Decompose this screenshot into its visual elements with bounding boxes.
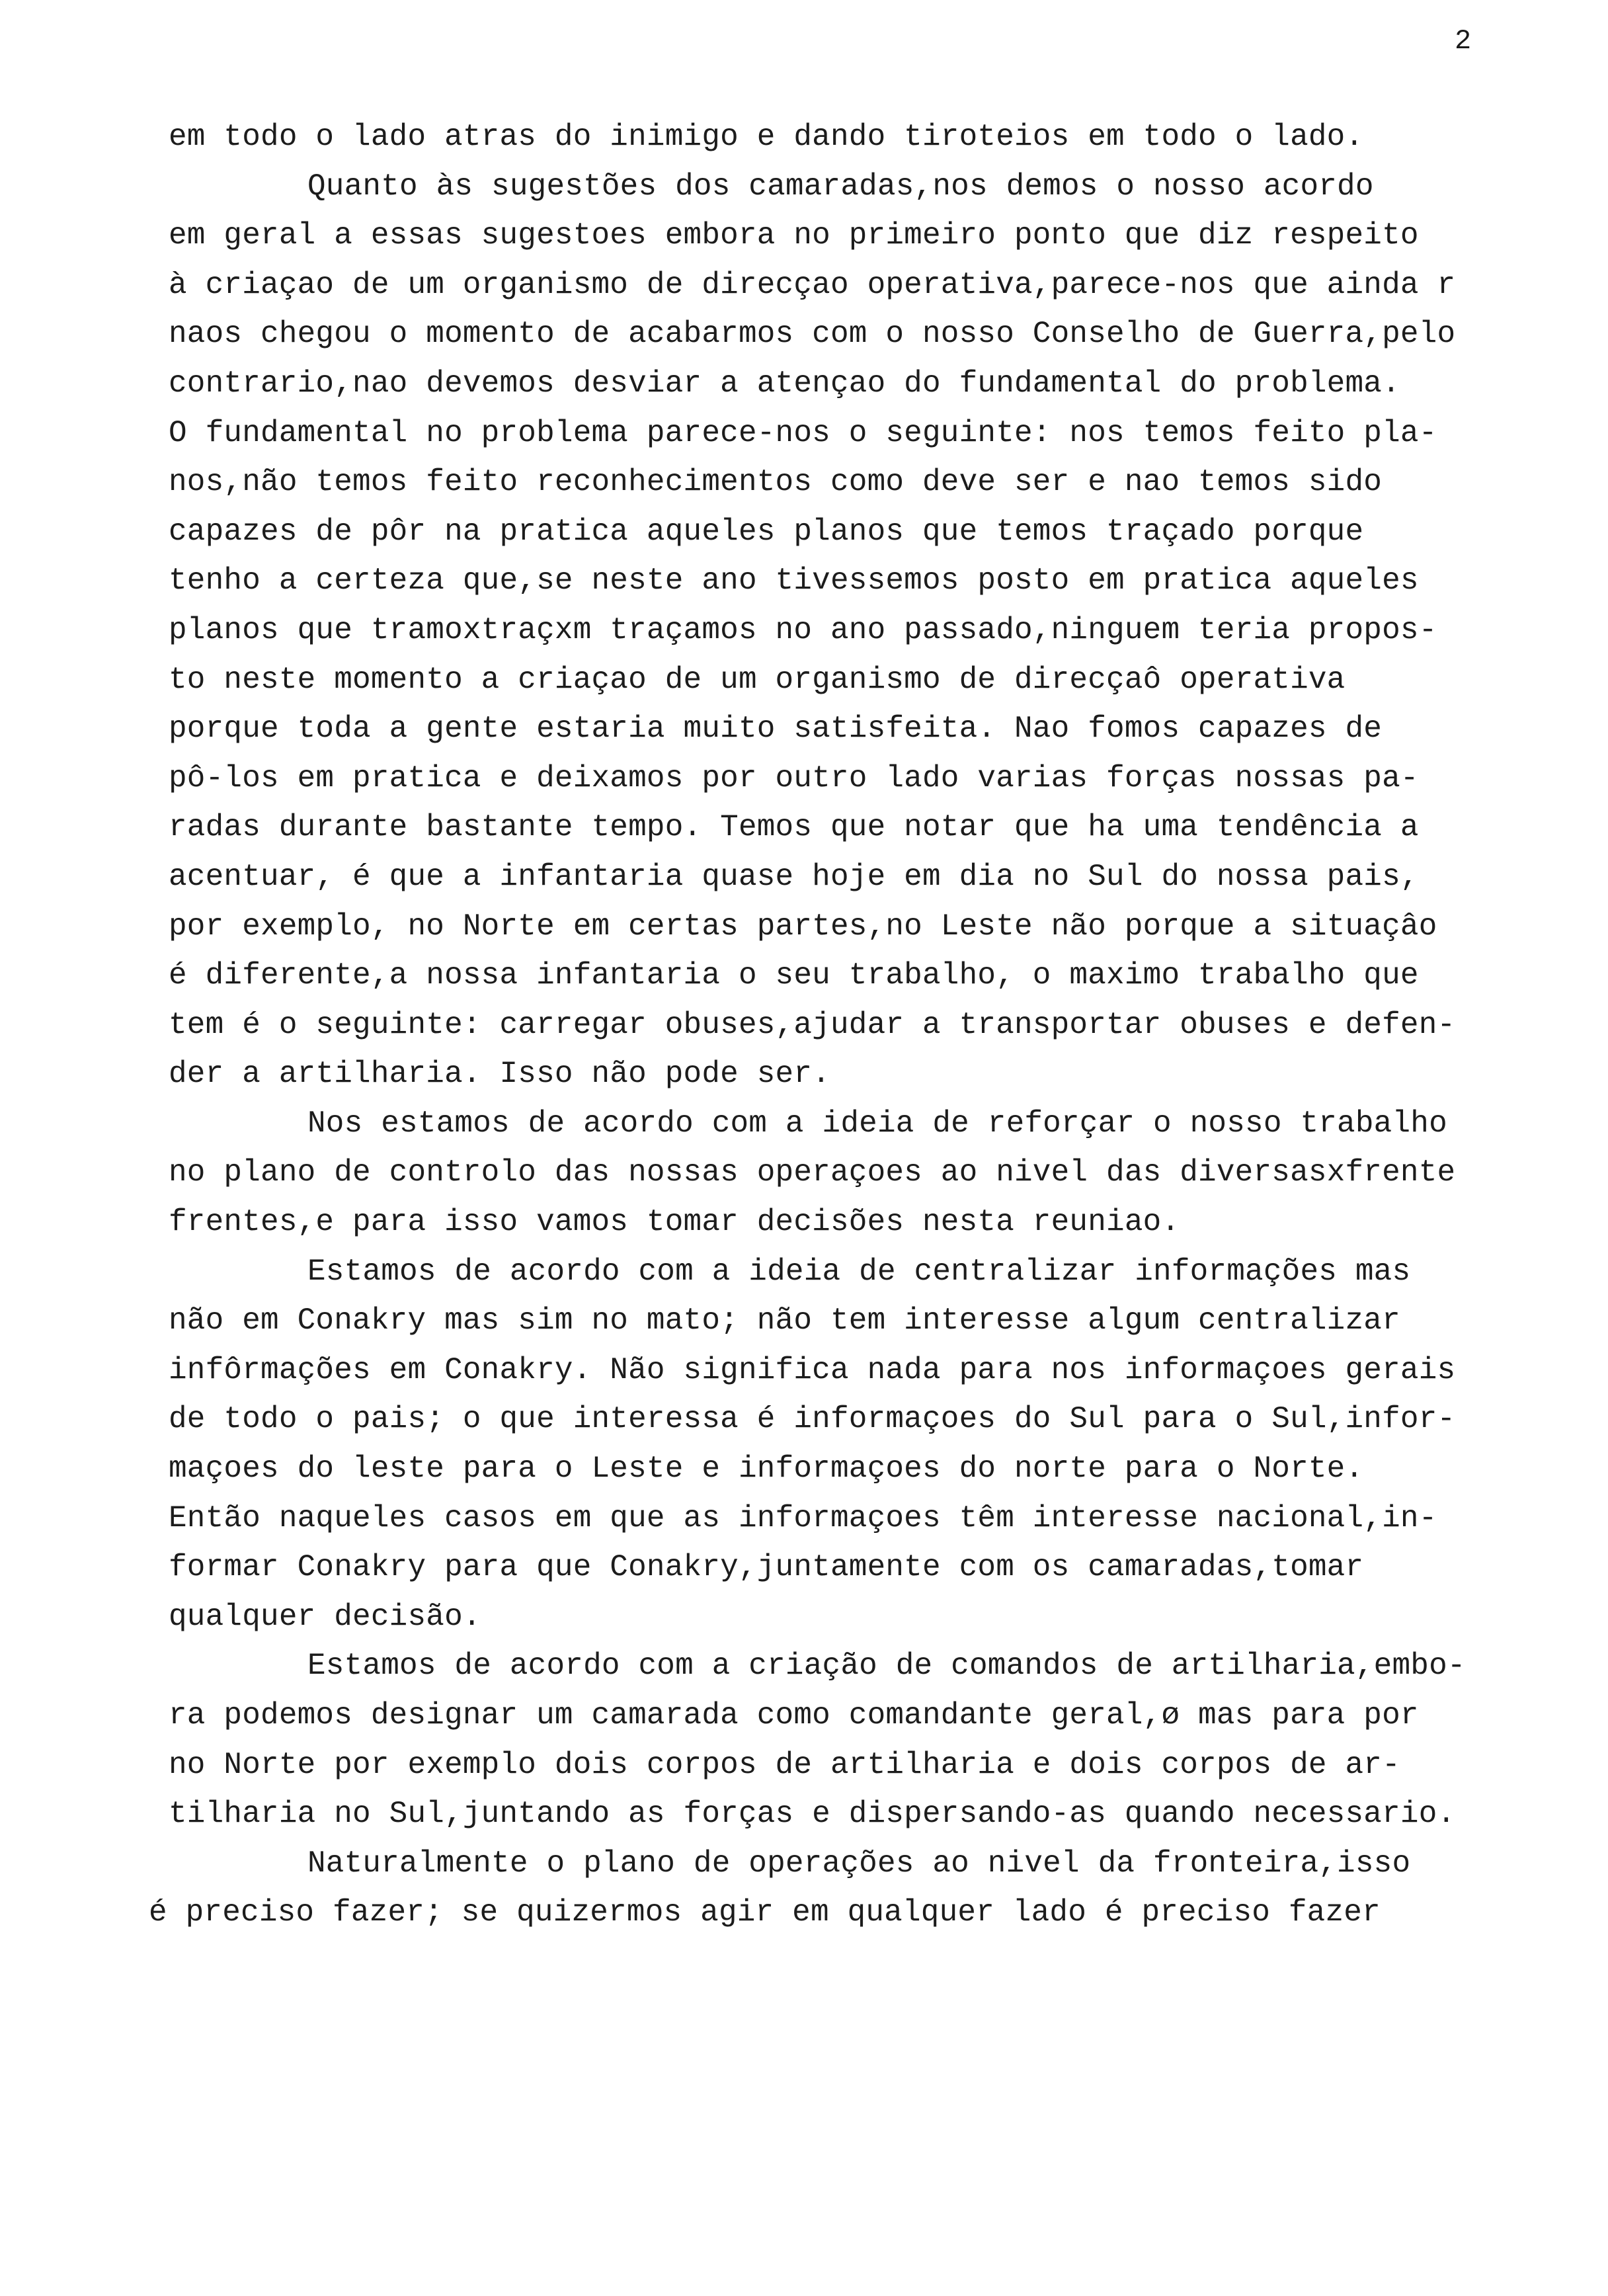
- body-text: [149, 112, 1590, 1938]
- paragraph-start-line: Quanto às sugestões dos camaradas,nos demos o nosso acordo: [307, 169, 1374, 204]
- text-line: contrario,nao devemos desviar a atençao do fundamental do problema.: [169, 366, 1400, 401]
- text-line: O fundamental no problema parece-nos o seguinte: nos temos feito pla-: [169, 415, 1437, 450]
- text-line: tilharia no Sul,juntando as forças e dispersando-as quando necessario.: [169, 1797, 1456, 1832]
- text-line: por exemplo, no Norte em certas partes,no Leste não porque a situaçâo: [169, 909, 1437, 944]
- paragraph-start-line: Estamos de acordo com a criação de comandos de artilharia,embo-: [307, 1649, 1466, 1684]
- text-line: em todo o lado atras do inimigo e dando tiroteios em todo o lado.: [169, 120, 1364, 154]
- text-line: acentuar, é que a infantaria quase hoje em dia no Sul do nossa pais,: [169, 859, 1419, 894]
- text-line: frentes,e para isso vamos tomar decisões nesta reuniao.: [169, 1205, 1180, 1240]
- text-line: der a artilharia. Isso não pode ser.: [169, 1057, 830, 1092]
- paragraph-start-line: Nos estamos de acordo com a ideia de reforçar o nosso trabalho: [307, 1106, 1447, 1141]
- paragraph-start-line: Estamos de acordo com a ideia de centralizar informações mas: [307, 1254, 1411, 1289]
- text-line: em geral a essas sugestoes embora no primeiro ponto que diz respeito: [169, 218, 1419, 253]
- text-line: no Norte por exemplo dois corpos de artilharia e dois corpos de ar-: [169, 1747, 1400, 1782]
- text-line: não em Conakry mas sim no mato; não tem interesse algum centralizar: [169, 1303, 1400, 1338]
- text-line: nos,não temos feito reconhecimentos como deve ser e nao temos sido: [169, 465, 1383, 500]
- text-line: ra podemos designar um camarada como comandante geral,ø mas para por: [169, 1698, 1419, 1733]
- text-line: formar Conakry para que Conakry,juntamente com os camaradas,tomar: [169, 1550, 1364, 1585]
- text-line: porque toda a gente estaria muito satisfeita. Nao fomos capazes de: [169, 712, 1383, 747]
- text-line: tenho a certeza que,se neste ano tivessemos posto em pratica aqueles: [169, 563, 1419, 598]
- page-number: 2: [1455, 25, 1472, 57]
- text-line: tem é o seguinte: carregar obuses,ajudar a transportar obuses e defen-: [169, 1007, 1456, 1042]
- text-line: é diferente,a nossa infantaria o seu trabalho, o maximo trabalho que: [169, 958, 1419, 993]
- text-line: naos chegou o momento de acabarmos com o nosso Conselho de Guerra,pelo: [169, 317, 1456, 352]
- text-line: pô-los em pratica e deixamos por outro lado varias forças nossas pa-: [169, 760, 1419, 796]
- text-line: qualquer decisão.: [169, 1599, 481, 1634]
- text-line: é preciso fazer; se quizermos agir em qualquer lado é preciso fazer: [149, 1895, 1381, 1930]
- text-line: capazes de pôr na pratica aqueles planos que temos traçado porque: [169, 514, 1364, 549]
- paragraph-start-line: Naturalmente o plano de operações ao nivel da fronteira,isso: [307, 1846, 1411, 1881]
- text-line: to neste momento a criaçao de um organismo de direcçaô operativa: [169, 662, 1346, 697]
- text-line: à criaçao de um organismo de direcçao operativa,parece-nos que ainda r: [169, 267, 1456, 302]
- text-line: planos que tramoxtraçxm traçamos no ano passado,ninguem teria propos-: [169, 612, 1437, 647]
- text-line: infôrmações em Conakry. Não significa nada para nos informaçoes gerais: [169, 1352, 1456, 1387]
- text-line: no plano de controlo das nossas operaçoes ao nivel das diversasxfrente: [169, 1155, 1456, 1190]
- text-line: radas durante bastante tempo. Temos que notar que ha uma tendência a: [169, 810, 1419, 845]
- text-line: de todo o pais; o que interessa é informaçoes do Sul para o Sul,infor-: [169, 1402, 1456, 1437]
- text-line: Então naqueles casos em que as informaçoes têm interesse nacional,in-: [169, 1500, 1437, 1536]
- text-line: maçoes do leste para o Leste e informaçoes do norte para o Norte.: [169, 1452, 1364, 1487]
